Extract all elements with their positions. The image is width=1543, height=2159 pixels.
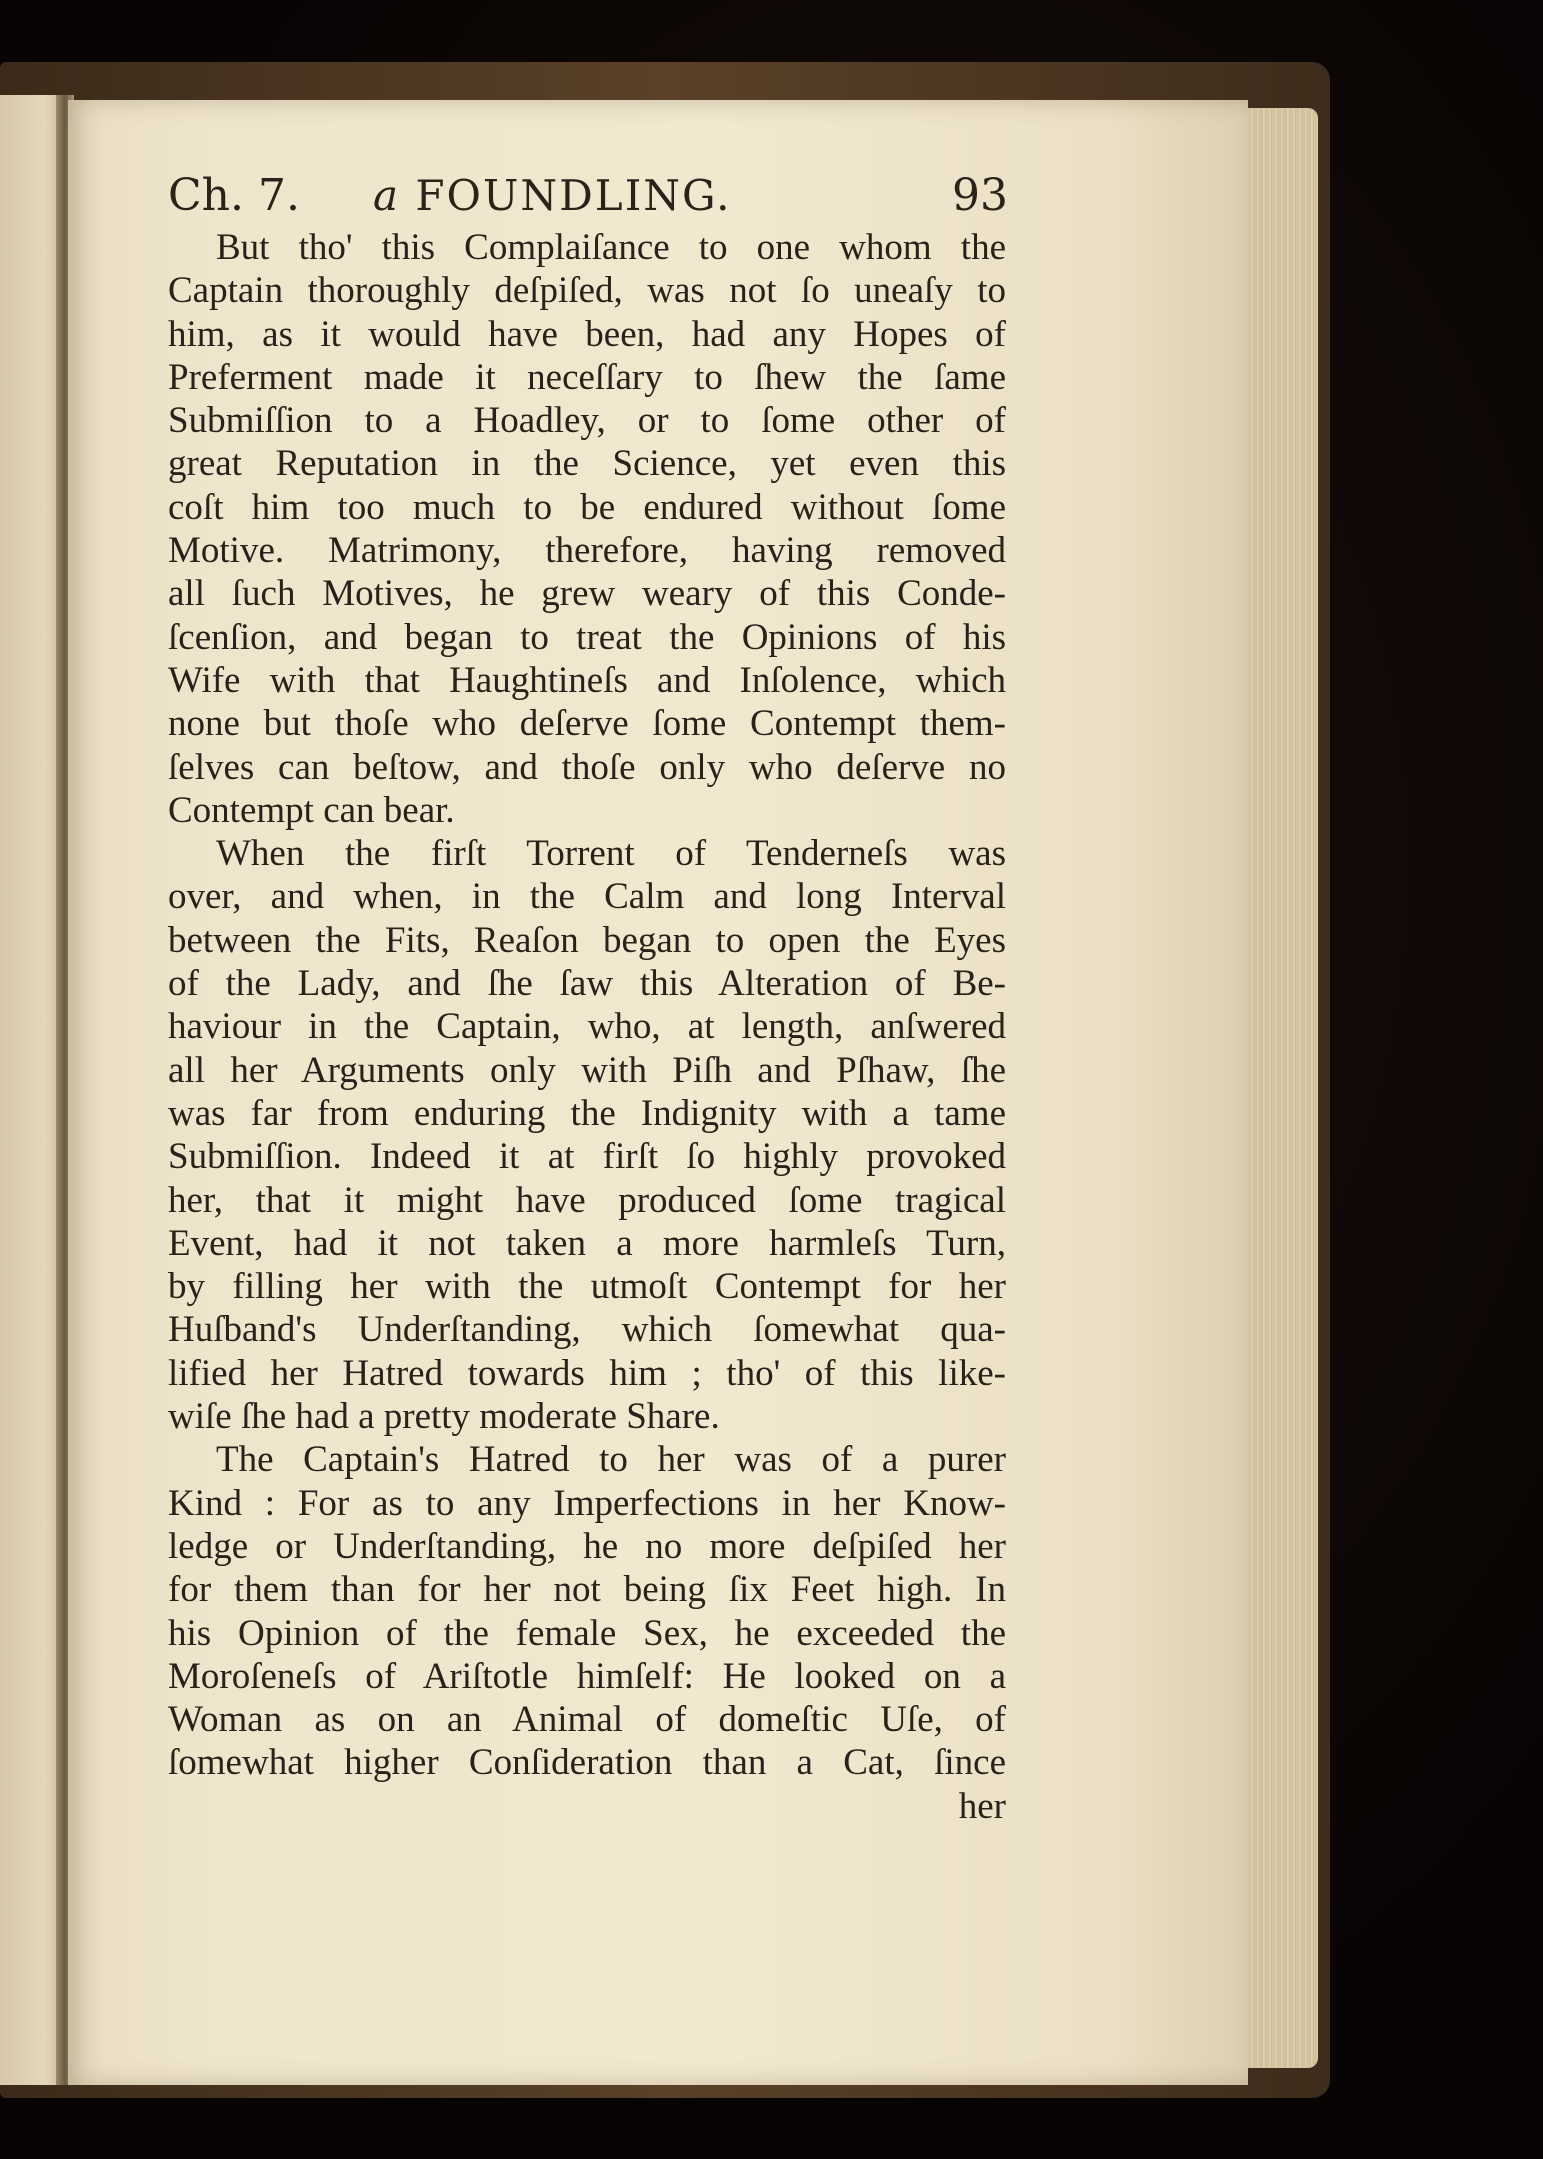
text-line: ſcenſion, and began to treat the Opinions of his xyxy=(168,616,1006,658)
running-header xyxy=(168,168,1008,224)
text-line: Submiſſion to a Hoadley, or to ſome other of xyxy=(168,400,1006,442)
chapter-label: Ch. 7. xyxy=(168,170,300,221)
text-line: haviour in the Captain, who, at length, anſwered xyxy=(168,1006,1006,1048)
text-line: her, that it might have produced ſome tragical xyxy=(168,1179,1006,1221)
text-line: between the Fits, Reaſon began to open the Eyes xyxy=(168,919,1006,961)
text-line: him, as it would have been, had any Hopes of xyxy=(168,313,1006,355)
page-number: 93 xyxy=(952,170,1008,221)
text-line: ſelves can beſtow, and thoſe only who deſerve no xyxy=(168,746,1006,788)
text-line: But tho' this Complaiſance to one whom the xyxy=(216,227,1006,268)
text-line: ledge or Underſtanding, he no more deſpiſed her xyxy=(168,1525,1006,1567)
title-prefix: a xyxy=(373,171,401,220)
text-line: The Captain's Hatred to her was of a purer xyxy=(216,1439,1006,1481)
text-line: Wife with that Haughtineſs and Inſolence, which xyxy=(168,659,1006,701)
text-line: Huſband's Underſtanding, which ſomewhat qua- xyxy=(168,1309,1006,1351)
left-page-edge xyxy=(0,95,64,2085)
text-line: his Opinion of the female Sex, he exceeded the xyxy=(168,1612,1006,1654)
text-line: wiſe ſhe had a pretty moderate Share. xyxy=(168,1396,720,1438)
text-line: Preferment made it neceſſary to ſhew the ſame xyxy=(168,356,1006,398)
title-text: FOUNDLING. xyxy=(415,171,732,220)
text-line: Moroſeneſs of Ariſtotle himſelf: He looked on a xyxy=(168,1655,1006,1697)
text-line: Motive. Matrimony, therefore, having removed xyxy=(168,530,1006,572)
page-edges xyxy=(1248,108,1318,2068)
text-line: Kind : For as to any Imperfections in her Know- xyxy=(168,1482,1006,1524)
text-line: Contempt can bear. xyxy=(168,789,455,831)
text-line: was far from enduring the Indignity with a tame xyxy=(168,1092,1006,1134)
text-line: all her Arguments only with Piſh and Pſhaw, ſhe xyxy=(168,1049,1006,1091)
text-line: When the firſt Torrent of Tenderneſs was xyxy=(216,833,1006,875)
text-line: Event, had it not taken a more harmleſs Turn, xyxy=(168,1222,1006,1264)
text-line: of the Lady, and ſhe ſaw this Alteration of Be- xyxy=(168,963,1006,1005)
text-line: all ſuch Motives, he grew weary of this Conde- xyxy=(168,573,1006,615)
text-line: ſomewhat higher Conſideration than a Cat, ſince xyxy=(168,1742,1006,1784)
body-text xyxy=(168,226,1006,1828)
text-line: great Reputation in the Science, yet even this xyxy=(168,443,1006,485)
text-line: lified her Hatred towards him ; tho' of this like- xyxy=(168,1352,1006,1394)
text-line: Woman as on an Animal of domeſtic Uſe, of xyxy=(168,1699,1006,1741)
text-line: by filling her with the utmoſt Contempt for her xyxy=(168,1266,1006,1308)
text-line: Captain thoroughly deſpiſed, was not ſo uneaſy to xyxy=(168,270,1006,312)
text-line: for them than for her not being ſix Feet high. In xyxy=(168,1569,1006,1611)
text-line: none but thoſe who deſerve ſome Contempt them- xyxy=(168,703,1006,745)
text-line: coſt him too much to be endured without ſome xyxy=(168,486,1006,528)
catchword: her xyxy=(958,1785,1006,1827)
text-line: over, and when, in the Calm and long Interval xyxy=(168,876,1006,918)
running-title xyxy=(373,168,731,224)
text-line: Submiſſion. Indeed it at firſt ſo highly provoked xyxy=(168,1136,1006,1178)
